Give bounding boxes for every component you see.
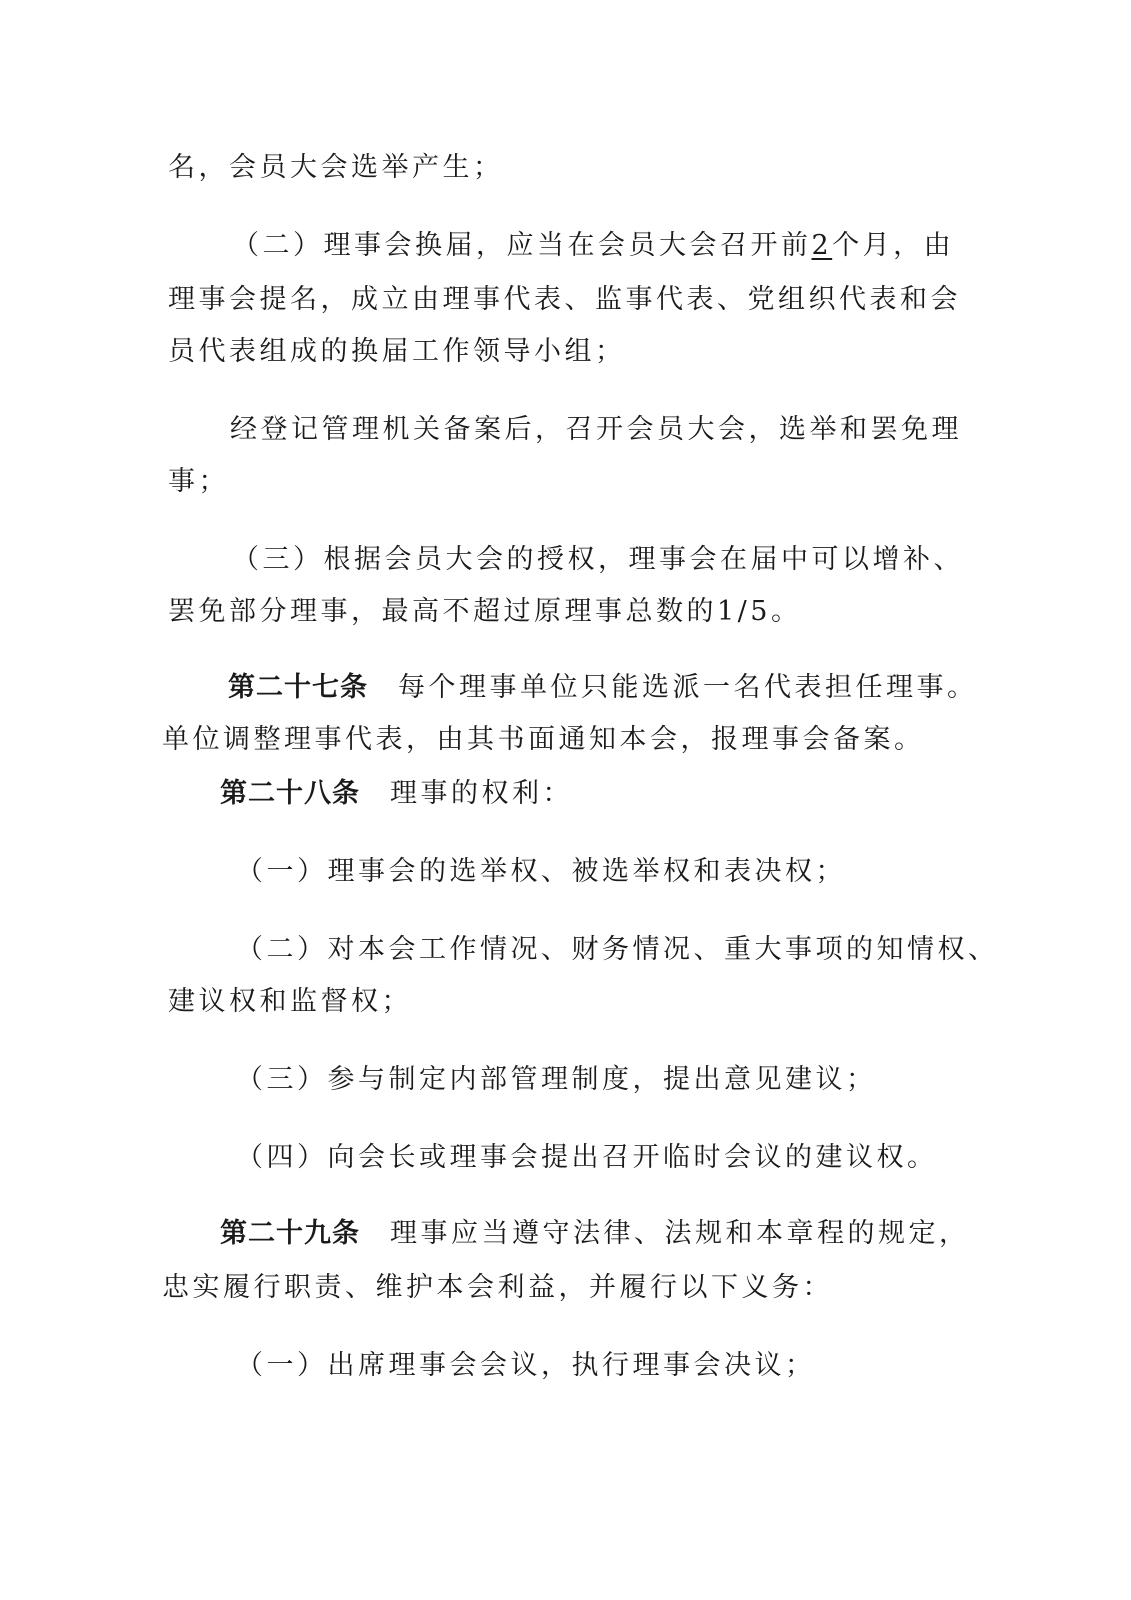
text-line: （四）向会长或理事会提出召开临时会议的建议权。: [236, 1142, 938, 1173]
article-heading: 第二十七条: [228, 672, 368, 703]
article-heading: 第二十八条: [220, 778, 360, 809]
text-line: 经登记管理机关备案后，召开会员大会，选举和罢免理: [230, 414, 962, 445]
clause-text: （二）理事会换届，应当在会员大会召开前: [232, 230, 812, 261]
text-line: 事；: [168, 466, 229, 497]
text-line: （一）出席理事会会议，执行理事会决议；: [236, 1350, 816, 1381]
clause-line: [232, 226, 954, 266]
article-text: 每个理事单位只能选派一名代表担任理事。: [398, 672, 978, 703]
text-line: 建议权和监督权；: [168, 986, 412, 1017]
article-29: [220, 1214, 970, 1254]
article-27: [228, 668, 978, 708]
article-28: [220, 774, 573, 814]
text-line: 罢免部分理事，最高不超过原理事总数的1/5。: [168, 596, 802, 627]
text-line: 名，会员大会选举产生；: [168, 152, 504, 183]
article-heading: 第二十九条: [220, 1218, 360, 1249]
article-text: 理事的权利：: [390, 778, 573, 809]
clause-text: 个月，由: [832, 230, 955, 261]
text-line: 理事会提名，成立由理事代表、监事代表、党组织代表和会: [168, 284, 961, 315]
text-line: （三）参与制定内部管理制度，提出意见建议；: [236, 1064, 877, 1095]
article-text: 理事应当遵守法律、法规和本章程的规定，: [390, 1218, 970, 1249]
text-line: 忠实履行职责、维护本会利益，并履行以下义务：: [162, 1272, 833, 1303]
text-line: （二）对本会工作情况、财务情况、重大事项的知情权、: [236, 934, 999, 965]
text-line: 单位调整理事代表，由其书面通知本会，报理事会备案。: [162, 724, 925, 755]
underlined-number: 2: [811, 230, 833, 261]
text-line: （一）理事会的选举权、被选举权和表决权；: [236, 856, 846, 887]
text-line: 员代表组成的换届工作领导小组；: [168, 336, 626, 367]
text-line: （三）根据会员大会的授权，理事会在届中可以增补、: [232, 544, 964, 575]
